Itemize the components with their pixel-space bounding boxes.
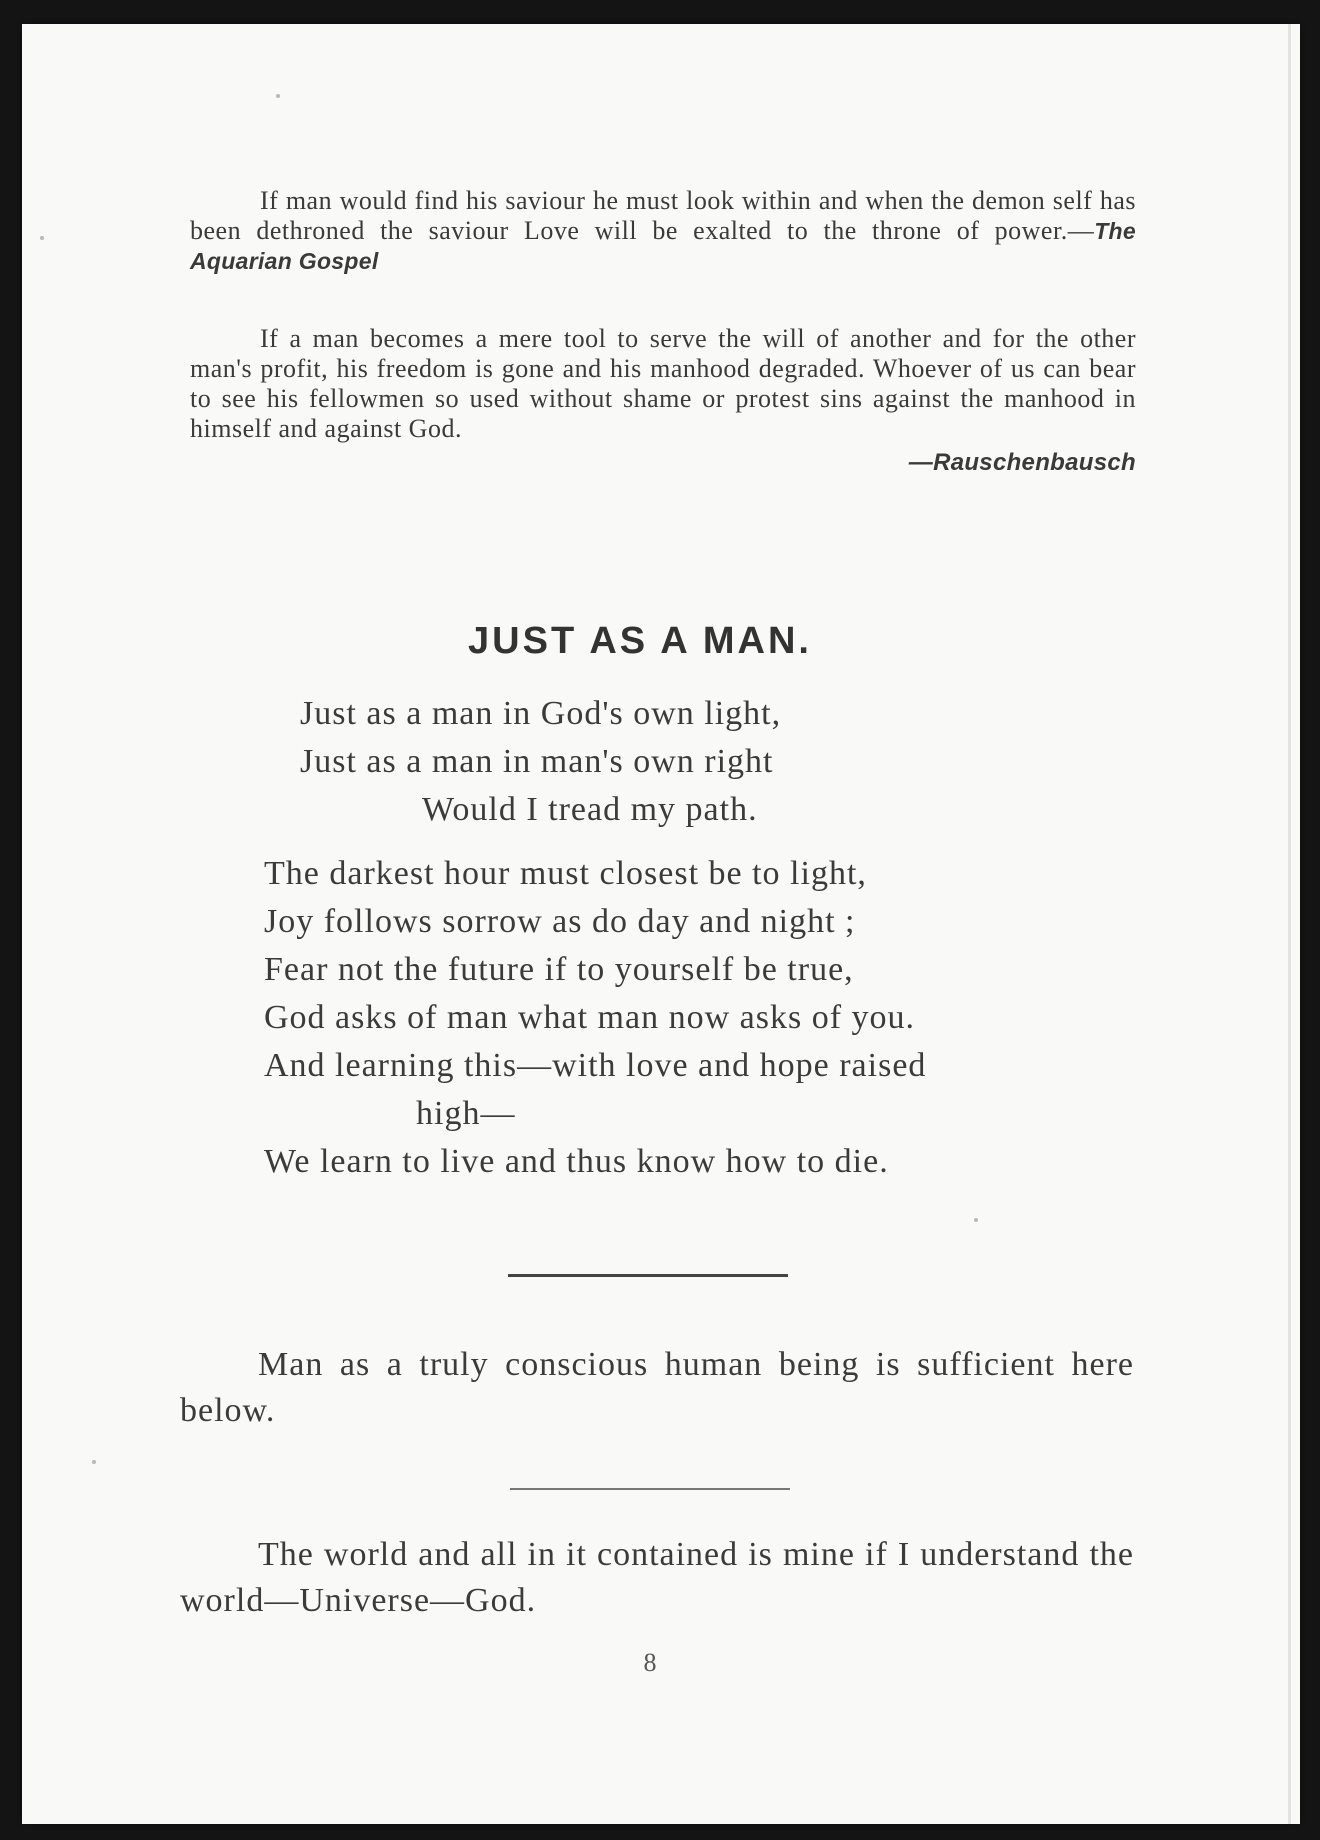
poem-title: JUST AS A MAN. — [468, 620, 812, 662]
saying-world-universe — [180, 1532, 1134, 1624]
poem-line: And learning this—with love and hope raised — [264, 1047, 927, 1084]
poem-line: The darkest hour must closest be to light, — [264, 855, 867, 892]
scan-speck — [92, 1460, 96, 1464]
page-number: 8 — [643, 1648, 657, 1677]
quote-attribution: —Rauschenbausch — [908, 449, 1136, 476]
poem-stanza-2 — [264, 850, 1124, 1186]
poem-line: Fear not the future if to yourself be true, — [264, 951, 854, 988]
poem-line: Joy follows sorrow as do day and night ; — [264, 903, 856, 940]
quote-aquarian-gospel — [190, 186, 1136, 276]
scan-speck — [974, 1218, 978, 1222]
poem-line: We learn to live and thus know how to die. — [264, 1143, 889, 1180]
quote-text — [190, 186, 1136, 276]
binding-edge — [1288, 24, 1291, 1824]
section-divider — [508, 1274, 788, 1277]
scan-speck — [276, 94, 280, 98]
scan-speck — [40, 236, 44, 240]
quote-attribution: The Aquarian Gospel — [190, 218, 1136, 274]
poem-line: Would I tread my path. — [422, 791, 758, 828]
quote-text: If a man becomes a mere tool to serve the will of another and for the other man's profit, his freedom is gone and his manhood degraded. Whoever of us can bear to see his fellowmen so used without shame or protest sins against the manhood in himself and against God. — [190, 324, 1136, 443]
poem-line: Just as a man in man's own right — [300, 743, 774, 780]
saying-text: Man as a truly conscious human being is sufficient here below. — [180, 1346, 1134, 1429]
section-divider — [510, 1488, 790, 1490]
quote-body: If man would find his saviour he must look within and when the demon self has been dethroned the saviour Love will be exalted to the throne of power.— — [190, 186, 1136, 245]
poem-line: high— — [416, 1095, 516, 1132]
poem-line: God asks of man what man now asks of you. — [264, 999, 916, 1036]
saying-text: The world and all in it contained is mine if I understand the world—Universe—God. — [180, 1536, 1134, 1619]
saying-conscious-being — [180, 1342, 1134, 1434]
poem-stanza-1 — [300, 690, 1000, 834]
quote-rauschenbausch — [190, 324, 1136, 478]
poem-line: Just as a man in God's own light, — [300, 695, 782, 732]
